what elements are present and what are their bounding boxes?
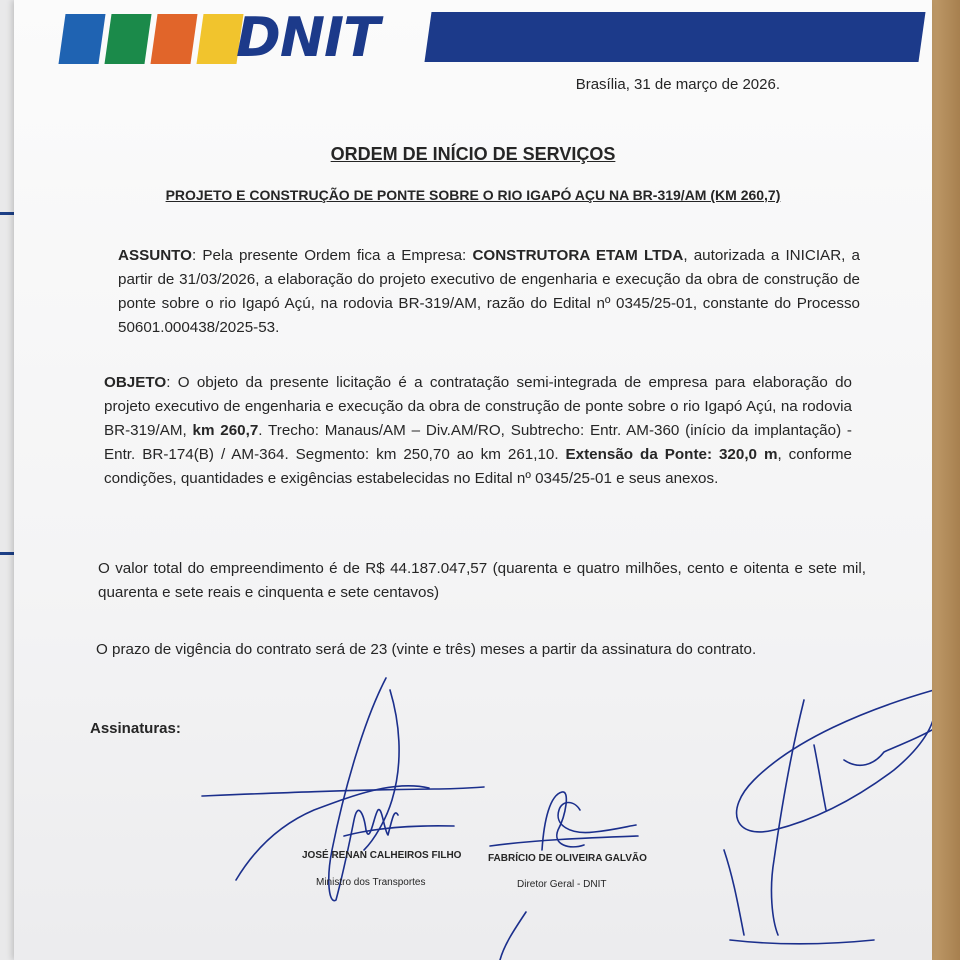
prazo-paragraph: O prazo de vigência do contrato será de 23 (vinte e três) meses a partir da assinatura do contrato. [96,641,757,658]
objeto-paragraph [104,371,852,491]
assunto-text-1: : Pela presente Ordem fica a Empresa: [191,247,473,264]
signatures-heading: Assinaturas: [90,720,181,737]
logo-stripes [62,14,262,64]
document-subtitle: PROJETO E CONSTRUÇÃO DE PONTE SOBRE O RIO IGAPÓ AÇU NA BR-319/AM (KM 260,7) [165,187,781,203]
signature-2-stroke [490,836,638,846]
valor-paragraph: O valor total do empreendimento é de R$ 44.187.047,57 (quarenta e quatro milhões, cento e oitenta e sete mil, quarenta e sete reais e cinquenta e sete centavos) [98,560,866,601]
logo-stripe-blue [58,14,105,64]
signature-1-stroke [364,690,399,850]
assunto-label: ASSUNTO [118,247,192,264]
document-title: ORDEM DE INÍCIO DE SERVIÇOS [330,144,616,164]
signature-1-stroke [329,678,398,901]
signature-3-stroke [500,912,526,960]
signature-2-stroke [542,792,584,850]
signature-1-stroke [202,787,484,796]
assunto-paragraph [118,244,860,340]
objeto-text-2: . Trecho: Manaus/AM – Div.AM/RO, Subtrecho: Entr. AM-360 (início da implantação) - Entr. BR-174(B) / AM-364. Segmento: km 250,70 ao km 261,10. [104,422,852,463]
signature-2-stroke [558,803,636,833]
document-page [14,0,932,960]
company-name: CONSTRUTORA ETAM LTDA [472,247,684,264]
dnit-logo-text: DNIT [236,6,379,69]
objeto-extensao: Extensão da Ponte: 320,0 m [565,446,778,463]
signature-1-stroke [236,786,429,880]
signer-1-name: JOSÉ RENAN CALHEIROS FILHO [302,850,462,861]
signature-3-stroke [771,700,804,935]
signer-1-role: Ministro dos Transportes [316,877,426,888]
objeto-label: OBJETO [104,374,167,391]
signature-3-stroke [814,730,932,810]
objeto-text-1: : O objeto da presente licitação é a contratação semi-integrada de empresa para elaboração do projeto executivo de engenharia e execução da obra de construção de ponte sobre o rio Igapó Açú, na rodovia BR-319/AM, [104,374,852,439]
signer-2-role: Diretor Geral - DNIT [517,879,607,890]
signature-1-stroke [344,826,454,836]
logo-stripe-orange [150,14,197,64]
document-date: Brasília, 31 de março de 2026. [575,76,780,93]
logo-stripe-green [104,14,151,64]
signer-2-name: FABRÍCIO DE OLIVEIRA GALVÃO [488,853,647,864]
assunto-text-2: , autorizada a INICIAR, a partir de 31/03/2026, a elaboração do projeto executivo de engenharia e execução da obra de construção de ponte sobre o rio Igapó Açú, na rodovia BR-319/AM, razão do Edital nº 0345/25-01, constante do Processo 50601.000438/2025-53. [118,247,861,336]
header-bar [424,12,925,62]
signature-3-stroke [724,850,874,944]
objeto-km: km 260,7 [192,422,259,439]
signature-3-stroke [737,690,932,832]
objeto-text-3: , conforme condições, quantidades e exigências estabelecidas no Edital nº 0345/25-01 e seus anexos. [104,446,852,487]
